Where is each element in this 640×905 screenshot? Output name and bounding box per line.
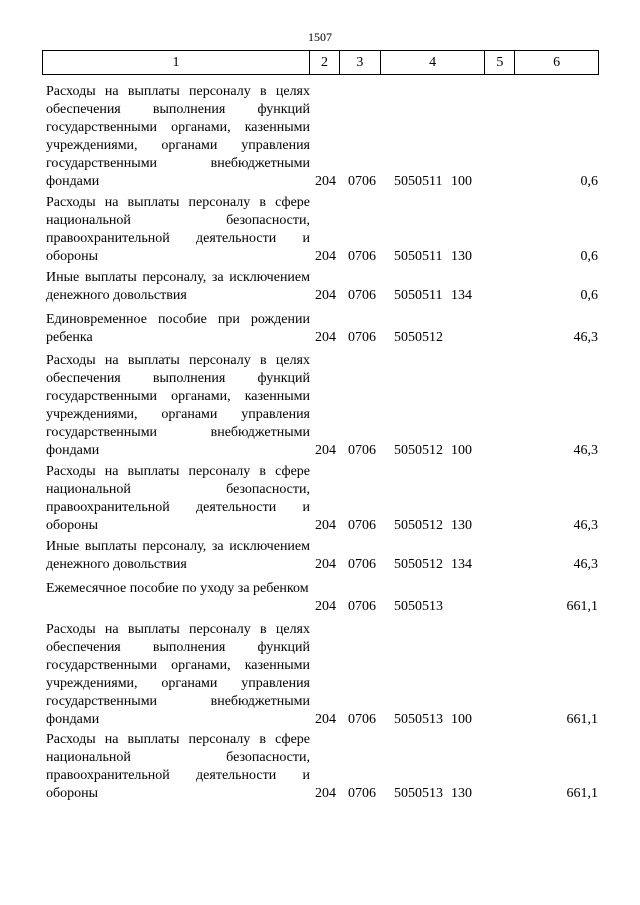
row-expense-type: 100 — [451, 712, 472, 727]
page-number: 1507 — [308, 30, 332, 44]
row-target-article: 5050512 — [394, 443, 443, 458]
row-description: Расходы на выплаты персоналу в сфере национальной безопасности, правоохранительной деятельности и обороны — [46, 464, 310, 533]
row-gr: 204 — [315, 599, 336, 614]
row-description: Расходы на выплаты персоналу в целях обеспечения выполнения функций государственными органами, казенными учреждениями, органами управления государственными внебюджетными фондами — [46, 353, 310, 458]
table-row — [46, 538, 598, 574]
row-section: 0706 — [348, 518, 376, 533]
row-expense-type: 100 — [451, 443, 472, 458]
table-row — [46, 269, 598, 305]
row-target-article: 5050513 — [394, 786, 443, 801]
row-description: Единовременное пособие при рождении ребенка — [46, 312, 310, 345]
row-sum: 0,6 — [580, 249, 598, 264]
row-description: Расходы на выплаты персоналу в сфере национальной безопасности, правоохранительной деятельности и обороны — [46, 195, 310, 264]
row-expense-type: 134 — [451, 557, 472, 572]
row-section: 0706 — [348, 712, 376, 727]
header-col-2: 2 — [310, 51, 340, 74]
row-section: 0706 — [348, 443, 376, 458]
row-gr: 204 — [315, 518, 336, 533]
row-target-article: 5050512 — [394, 557, 443, 572]
row-sum: 0,6 — [580, 174, 598, 189]
row-section: 0706 — [348, 599, 376, 614]
row-target-article: 5050511 — [394, 249, 443, 264]
header-col-1: 1 — [43, 51, 310, 74]
row-sum: 46,3 — [573, 330, 598, 345]
row-gr: 204 — [315, 557, 336, 572]
row-description: Расходы на выплаты персоналу в целях обеспечения выполнения функций государственными органами, казенными учреждениями, органами управления государственными внебюджетными фондами — [46, 84, 310, 189]
header-col-6: 6 — [553, 54, 561, 70]
row-sum: 661,1 — [566, 599, 598, 614]
row-description: Иные выплаты персоналу, за исключением денежного довольствия — [46, 539, 310, 572]
row-section: 0706 — [348, 288, 376, 303]
row-target-article: 5050512 — [394, 518, 443, 533]
row-gr: 204 — [315, 443, 336, 458]
row-gr: 204 — [315, 712, 336, 727]
row-gr: 204 — [315, 330, 336, 345]
header-col-4: 4 — [381, 51, 486, 74]
row-sum: 661,1 — [566, 786, 598, 801]
row-section: 0706 — [348, 557, 376, 572]
header-col-3: 3 — [340, 51, 381, 74]
table-row — [46, 621, 598, 729]
table-row — [46, 194, 598, 266]
table-row — [46, 311, 598, 347]
row-section: 0706 — [348, 249, 376, 264]
row-expense-type: 130 — [451, 518, 472, 533]
header-col-5: 5 — [485, 51, 515, 74]
row-section: 0706 — [348, 174, 376, 189]
table-header — [42, 50, 599, 75]
table-row — [46, 731, 598, 803]
row-expense-type: 100 — [451, 174, 472, 189]
row-target-article: 5050512 — [394, 330, 443, 345]
row-gr: 204 — [315, 786, 336, 801]
row-sum: 0,6 — [580, 288, 598, 303]
row-expense-type: 130 — [451, 249, 472, 264]
row-gr: 204 — [315, 174, 336, 189]
row-target-article: 5050511 — [394, 174, 443, 189]
row-expense-type: 134 — [451, 288, 472, 303]
row-target-article: 5050513 — [394, 599, 443, 614]
row-section: 0706 — [348, 330, 376, 345]
table-row — [46, 580, 598, 616]
row-sum: 46,3 — [573, 443, 598, 458]
row-sum: 661,1 — [566, 712, 598, 727]
row-target-article: 5050511 — [394, 288, 443, 303]
row-sum: 46,3 — [573, 557, 598, 572]
table-row — [46, 83, 598, 191]
row-gr: 204 — [315, 249, 336, 264]
table-row — [46, 463, 598, 535]
row-section: 0706 — [348, 786, 376, 801]
row-description: Ежемесячное пособие по уходу за ребенком — [46, 581, 309, 596]
row-expense-type: 130 — [451, 786, 472, 801]
row-target-article: 5050513 — [394, 712, 443, 727]
table-row — [46, 352, 598, 460]
row-gr: 204 — [315, 288, 336, 303]
row-description: Расходы на выплаты персоналу в сфере национальной безопасности, правоохранительной деятельности и обороны — [46, 732, 310, 801]
row-description: Расходы на выплаты персоналу в целях обеспечения выполнения функций государственными органами, казенными учреждениями, органами управления государственными внебюджетными фондами — [46, 622, 310, 727]
row-sum: 46,3 — [573, 518, 598, 533]
row-description: Иные выплаты персоналу, за исключением денежного довольствия — [46, 270, 310, 303]
